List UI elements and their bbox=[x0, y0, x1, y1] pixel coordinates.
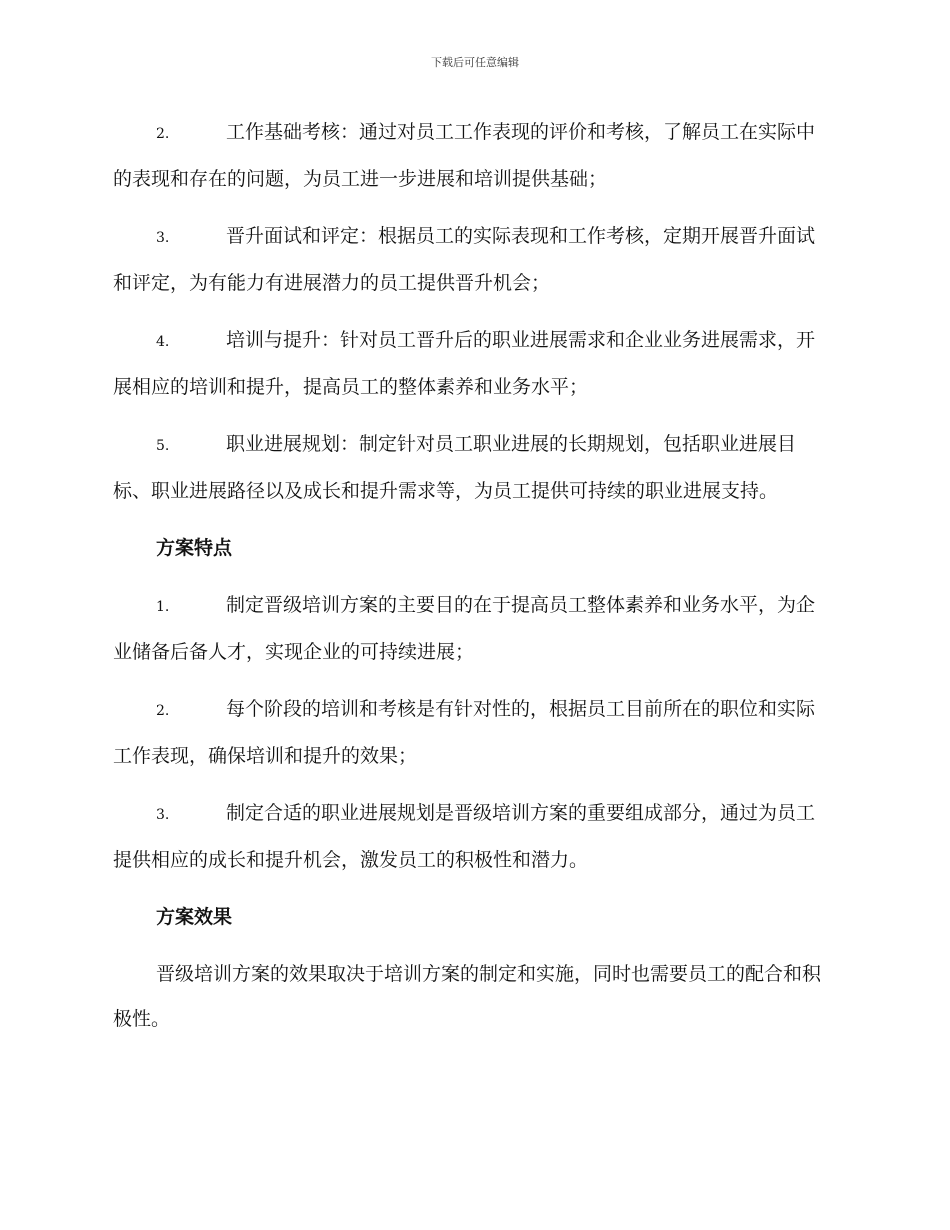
list-item bbox=[113, 583, 833, 675]
list-text: 职业进展规划：制定针对员工职业进展的长期规划，包括职业进展目标、职业进展路径以及成长和提升需求等，为员工提供可持续的职业进展支持。 bbox=[113, 433, 797, 502]
list-item bbox=[113, 687, 833, 779]
list-number: 5. bbox=[156, 438, 170, 454]
list-number: 4. bbox=[156, 334, 170, 350]
list-text: 晋升面试和评定：根据员工的实际表现和工作考核，定期开展晋升面试和评定，为有能力有进展潜力的员工提供晋升机会； bbox=[113, 225, 816, 294]
list-text: 工作基础考核：通过对员工工作表现的评价和考核，了解员工在实际中的表现和存在的问题，为员工进一步进展和培训提供基础； bbox=[113, 121, 816, 190]
list-text: 制定合适的职业进展规划是晋级培训方案的重要组成部分，通过为员工提供相应的成长和提升机会，激发员工的积极性和潜力。 bbox=[113, 802, 816, 871]
list-number: 2. bbox=[156, 703, 170, 719]
list-item bbox=[113, 791, 833, 883]
list-text: 培训与提升：针对员工晋升后的职业进展需求和企业业务进展需求，开展相应的培训和提升，提高员工的整体素养和业务水平； bbox=[113, 329, 816, 398]
list-text: 制定晋级培训方案的主要目的在于提高员工整体素养和业务水平，为企业储备后备人才，实现企业的可持续进展； bbox=[113, 594, 816, 663]
effect-paragraph: 晋级培训方案的效果取决于培训方案的制定和实施，同时也需要员工的配合和积极性。 bbox=[113, 963, 822, 1030]
list-item bbox=[113, 318, 833, 410]
list-item bbox=[113, 214, 833, 306]
list-text: 每个阶段的培训和考核是有针对性的，根据员工目前所在的职位和实际工作表现，确保培训和提升的效果； bbox=[113, 698, 816, 767]
section-heading-features: 方案特点 bbox=[156, 537, 233, 559]
list-number: 1. bbox=[156, 599, 170, 615]
list-item bbox=[113, 110, 833, 202]
document-body bbox=[113, 110, 833, 1054]
list-number: 3. bbox=[156, 807, 170, 823]
page-header: 下载后可任意编辑 bbox=[431, 56, 519, 69]
list-number: 2. bbox=[156, 126, 170, 142]
list-number: 3. bbox=[156, 230, 170, 246]
section-heading-effect: 方案效果 bbox=[156, 906, 233, 928]
list-item bbox=[113, 422, 833, 514]
